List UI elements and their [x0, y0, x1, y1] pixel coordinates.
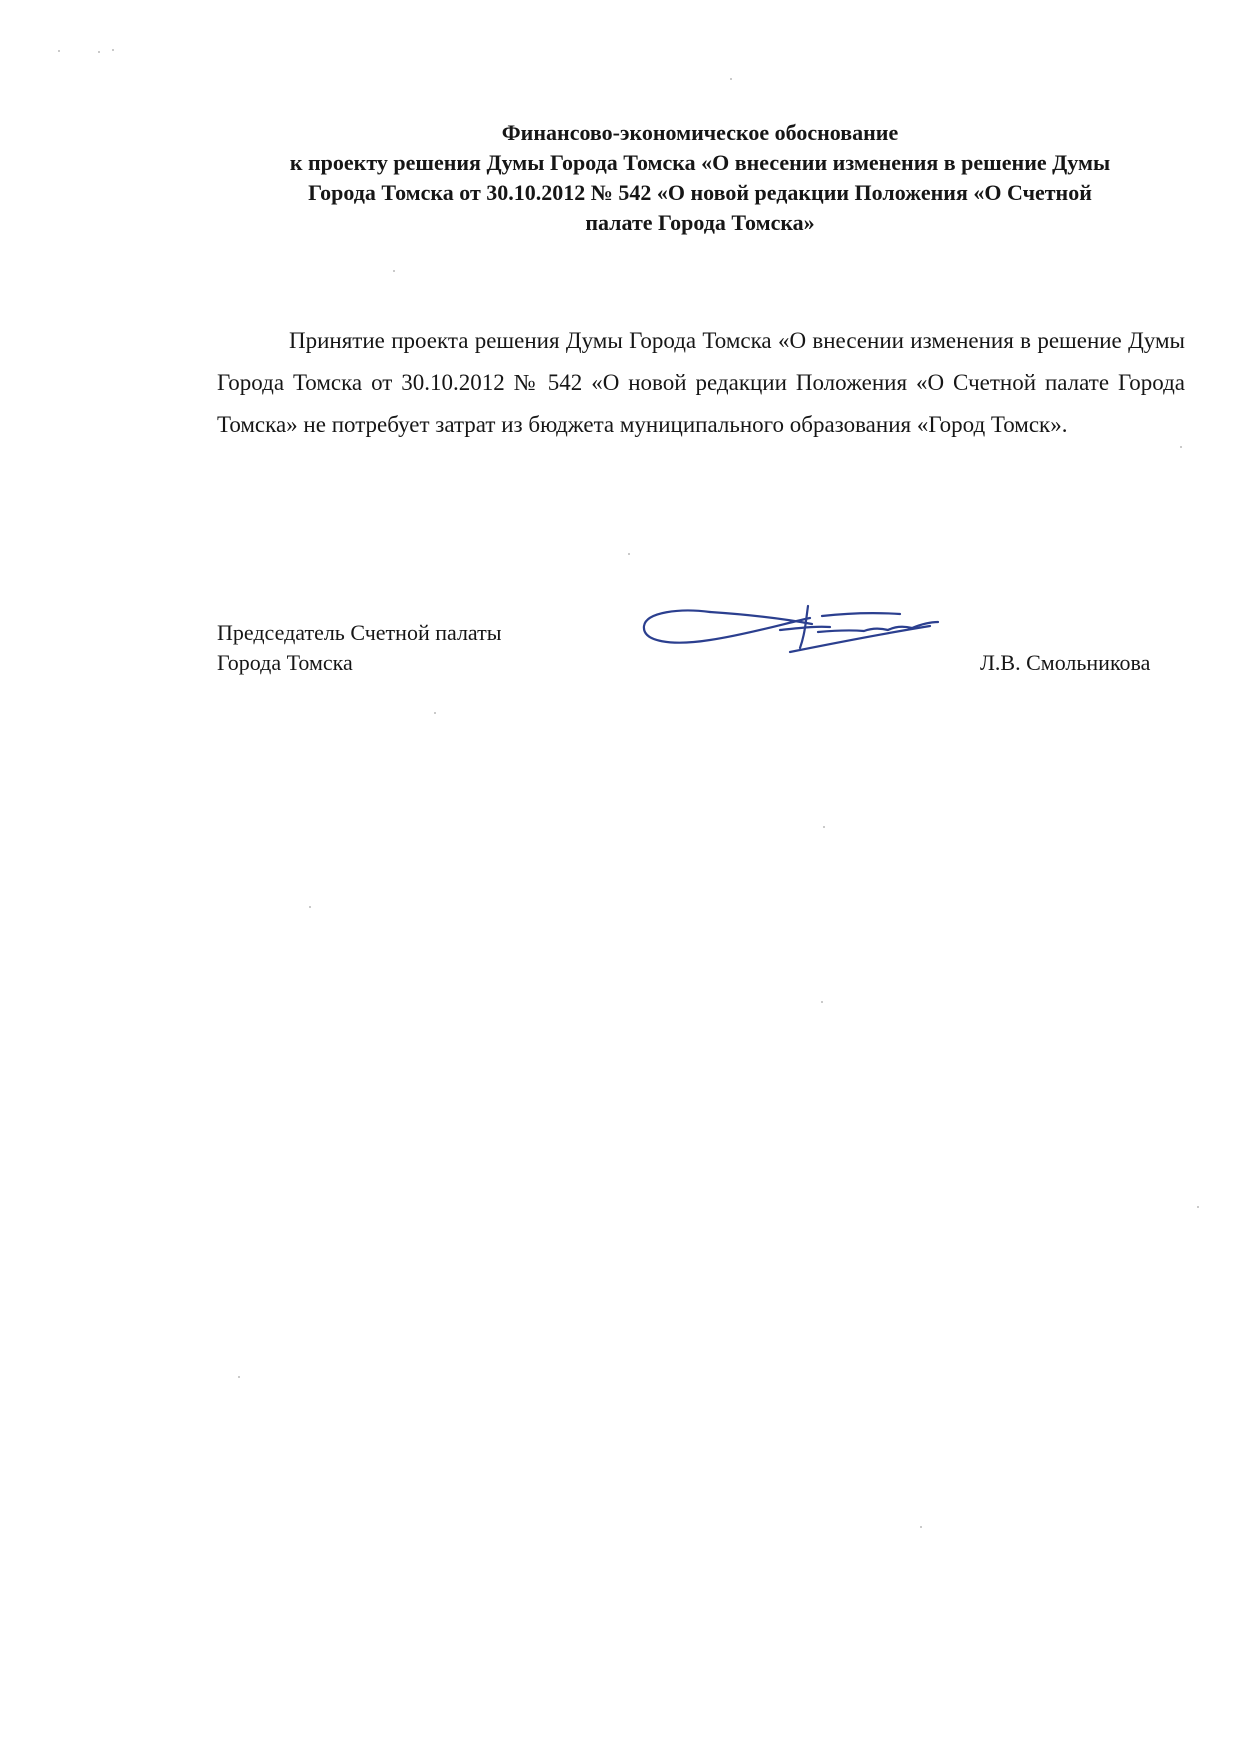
scan-speck	[309, 906, 311, 908]
scan-speck	[730, 78, 732, 80]
title-line-3: Города Томска от 30.10.2012 № 542 «О новой редакции Положения «О Счетной	[308, 180, 1092, 205]
signer-name: Л.В. Смольникова	[980, 650, 1151, 675]
signer-position-line-2: Города Томска	[217, 650, 353, 675]
scan-speck	[823, 826, 825, 828]
scan-speck	[1180, 446, 1182, 448]
scan-speck	[58, 50, 60, 52]
scan-speck	[821, 1001, 823, 1003]
title-line-2: к проекту решения Думы Города Томска «О внесении изменения в решение Думы	[289, 150, 1111, 175]
scan-speck	[920, 1526, 922, 1528]
signer-position	[217, 618, 502, 678]
scan-speck	[628, 553, 630, 555]
signer-position-line-1: Председатель Счетной палаты	[217, 620, 502, 645]
signature-icon	[640, 600, 960, 670]
scan-speck	[434, 712, 436, 714]
scan-speck	[1197, 1206, 1199, 1208]
title-line-4: палате Города Томска»	[585, 210, 815, 235]
body-paragraph: Принятие проекта решения Думы Города Томска «О внесении изменения в решение Думы Города Томска от 30.10.2012 № 542 «О новой редакции Положения «О Счетной палате Города Томска» не потребует затрат из бюджета муниципального образования «Город Томск».	[217, 328, 1185, 437]
document-title	[200, 118, 1200, 238]
scan-speck	[393, 270, 395, 272]
title-line-1: Финансово-экономическое обоснование	[501, 120, 899, 145]
scan-speck	[98, 51, 100, 53]
scan-speck	[238, 1376, 240, 1378]
scan-speck	[112, 49, 114, 51]
